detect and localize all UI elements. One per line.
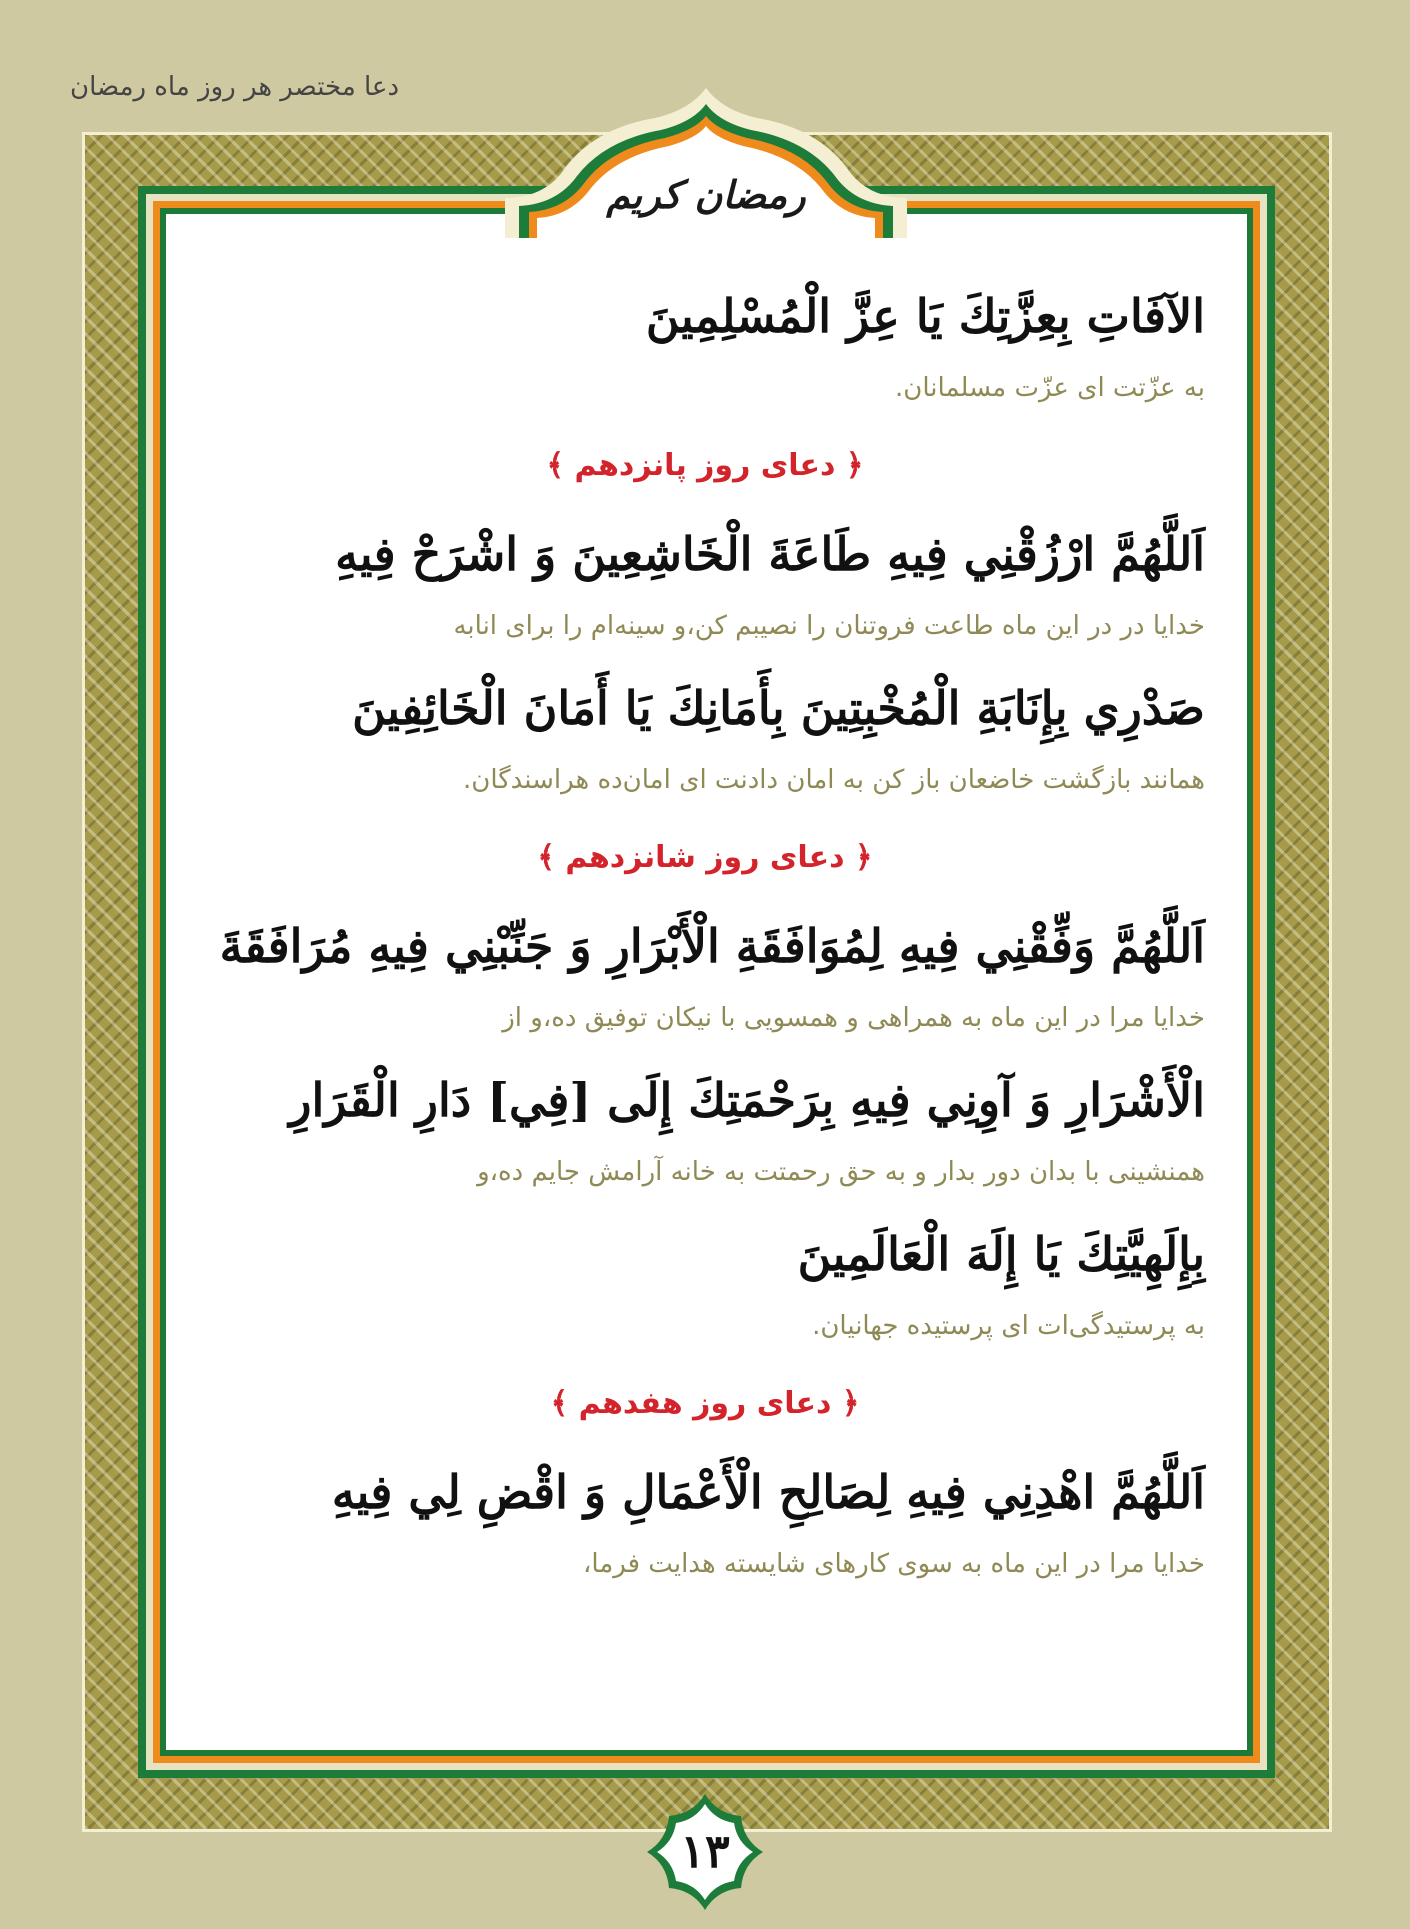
- day-heading: ﴿ دعای روز پانزدهم ﴾: [546, 448, 864, 483]
- arabic-line: الآفَاتِ بِعِزَّتِكَ يَا عِزَّ الْمُسْلِمِينَ: [645, 289, 1205, 343]
- title-arch-ornament: [505, 88, 907, 238]
- persian-translation: همانند بازگشت خاضعان باز کن به امان دادنت ای امان‌ده هراسندگان.: [462, 765, 1205, 795]
- arabic-line: بِإِلَهِيَّتِكَ يَا إِلَهَ الْعَالَمِينَ: [797, 1227, 1205, 1281]
- persian-translation: به پرستیدگی‌ات ای پرستیده جهانیان.: [812, 1311, 1205, 1341]
- arabic-line: اَللَّهُمَّ اهْدِنِي فِيهِ لِصَالِحِ الْأَعْمَالِ وَ اقْضِ لِي فِيهِ: [331, 1465, 1205, 1519]
- section-day-17: [205, 1362, 1205, 1590]
- persian-translation: خدایا در در این ماه طاعت فروتنان را نصیبم کن،و سینه‌ام را برای انابه: [453, 611, 1205, 641]
- section-intro: [205, 270, 1205, 414]
- arabic-line: صَدْرِي بِإِنَابَةِ الْمُخْبِتِينَ بِأَمَانِكَ يَا أَمَانَ الْخَائِفِينَ: [352, 681, 1205, 735]
- persian-translation: خدایا مرا در این ماه به همراهی و همسویی با نیکان توفیق ده،و از: [502, 1003, 1205, 1033]
- persian-translation: خدایا مرا در این ماه به سوی کارهای شایسته هدایت فرما،: [583, 1549, 1205, 1579]
- day-heading: ﴿ دعای روز شانزدهم ﴾: [537, 840, 873, 875]
- calligraphy-text: رمضان کریم: [606, 172, 806, 217]
- arabic-line: اَللَّهُمَّ ارْزُقْنِي فِيهِ طَاعَةَ الْخَاشِعِينَ وَ اشْرَحْ فِيهِ: [335, 527, 1205, 581]
- arabic-line: اَللَّهُمَّ وَفِّقْنِي فِيهِ لِمُوَافَقَةِ الْأَبْرَارِ وَ جَنِّبْنِي فِيهِ مُرَافَقَةَ: [219, 919, 1205, 973]
- prayer-content: [205, 270, 1205, 1600]
- persian-translation: همنشینی با بدان دور بدار و به حق رحمتت به خانه آرامش جایم ده،و: [477, 1157, 1205, 1187]
- section-day-16: [205, 816, 1205, 1352]
- arabic-line: الْأَشْرَارِ وَ آوِنِي فِيهِ بِرَحْمَتِكَ إِلَى [فِي] دَارِ الْقَرَارِ: [289, 1073, 1205, 1127]
- page-number: ١٣: [680, 1824, 730, 1878]
- running-head: دعا مختصر هر روز ماه رمضان: [70, 72, 400, 102]
- persian-translation: به عزّتت ای عزّت مسلمانان.: [895, 373, 1205, 403]
- day-heading: ﴿ دعای روز هفدهم ﴾: [550, 1386, 860, 1421]
- section-day-15: [205, 424, 1205, 806]
